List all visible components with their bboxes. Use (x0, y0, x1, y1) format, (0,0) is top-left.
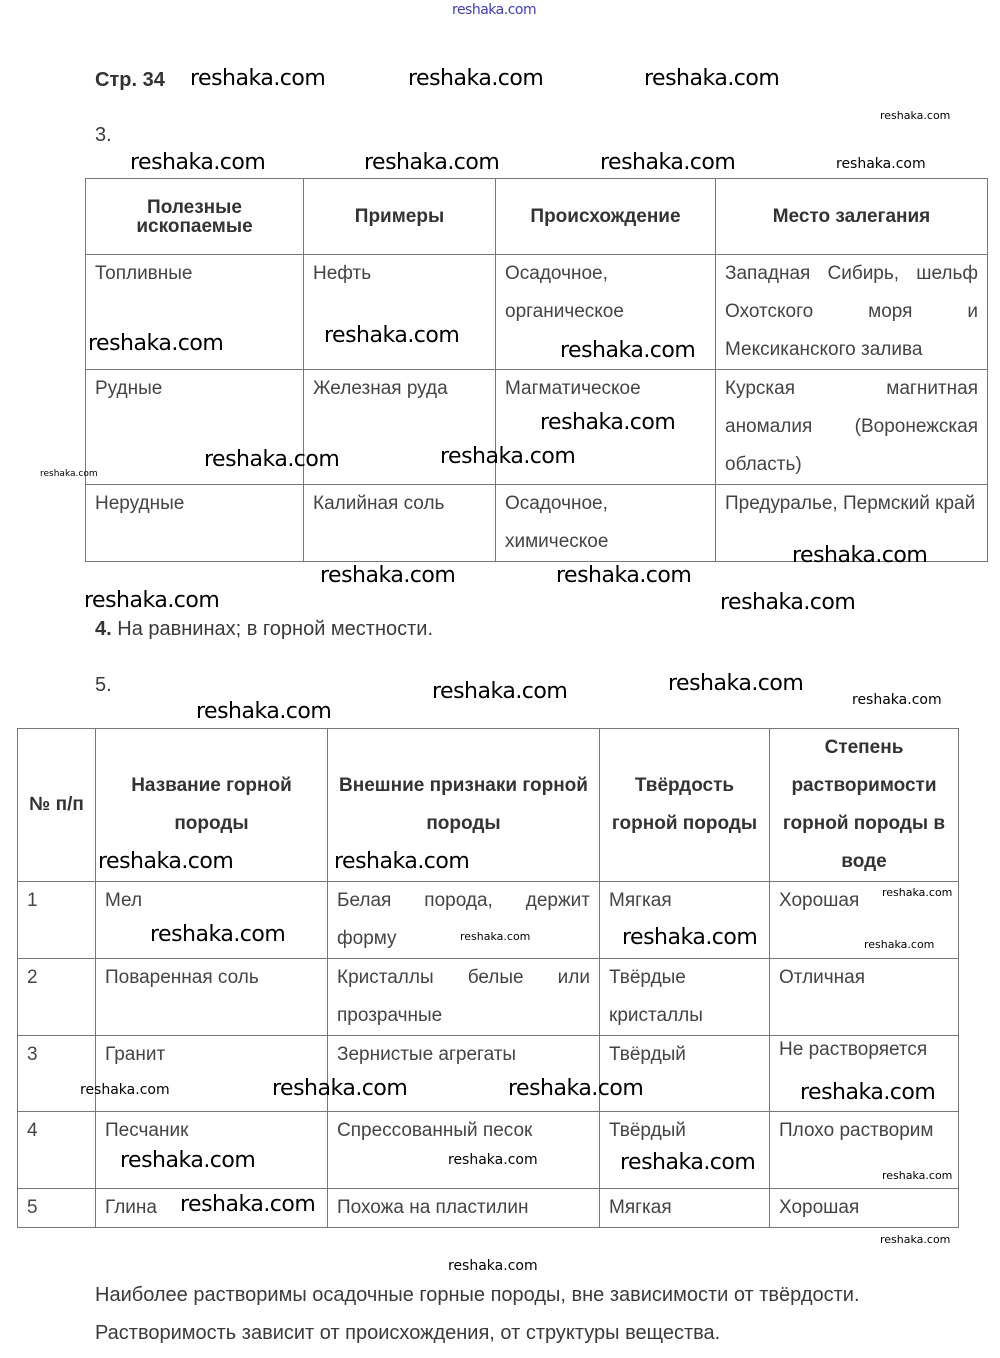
table-cell: Твёрдые кристаллы (600, 959, 770, 1036)
watermark: reshaka.com (364, 150, 500, 175)
table-cell: Кристаллы белые или прозрачные (328, 959, 600, 1036)
header-cell: Примеры (304, 179, 496, 255)
watermark: reshaka.com (720, 590, 856, 615)
watermark: reshaka.com (120, 1148, 256, 1173)
watermark: reshaka.com (204, 447, 340, 472)
table-cell: Гранит (96, 1036, 328, 1112)
table-cell: Зернистые агрегаты (328, 1036, 600, 1112)
watermark: reshaka.com (836, 156, 926, 172)
watermark: reshaka.com (852, 692, 942, 708)
task-3-number: 3. (95, 124, 112, 146)
header-cell: Твёрдость горной породы (600, 729, 770, 882)
watermark: reshaka.com (540, 410, 676, 435)
table-cell: Не растворяется (770, 1036, 959, 1112)
watermark: reshaka.com (508, 1076, 644, 1101)
watermark: reshaka.com (864, 938, 935, 951)
conclusion-line: Наиболее растворимы осадочные горные породы, вне зависимости от твёрдости. (95, 1284, 860, 1306)
watermark: reshaka.com (324, 323, 460, 348)
table-cell: Поваренная соль (96, 959, 328, 1036)
table-cell: 1 (18, 882, 96, 959)
watermark: reshaka.com (408, 66, 544, 91)
table-cell: 3 (18, 1036, 96, 1112)
watermark: reshaka.com (882, 1169, 953, 1182)
table-cell: Топливные (86, 255, 304, 370)
table-cell: Железная руда (304, 370, 496, 485)
watermark: reshaka.com (130, 150, 266, 175)
watermark: reshaka.com (644, 66, 780, 91)
task-4-answer: На равнинах; в горной местности. (117, 618, 434, 640)
watermark: reshaka.com (440, 444, 576, 469)
table-cell: Мягкая (600, 1189, 770, 1228)
table-cell: Песчаник (96, 1112, 328, 1189)
table-cell: 2 (18, 959, 96, 1036)
task-4-number: 4. (95, 618, 112, 640)
watermark: reshaka.com (600, 150, 736, 175)
watermark: reshaka.com (150, 922, 286, 947)
table-cell: 4 (18, 1112, 96, 1189)
table-row (18, 1189, 959, 1228)
table-cell: Калийная соль (304, 485, 496, 562)
watermark: reshaka.com (792, 543, 928, 568)
watermark: reshaka.com (40, 469, 98, 479)
watermark: reshaka.com (88, 331, 224, 356)
table-cell: Мел (96, 882, 328, 959)
table-cell: Рудные (86, 370, 304, 485)
watermark: reshaka.com (620, 1150, 756, 1175)
conclusion-line: Растворимость зависит от происхождения, от структуры вещества. (95, 1322, 721, 1344)
watermark: reshaka.com (190, 66, 326, 91)
header-cell: Степень растворимости горной породы в воде (770, 729, 959, 882)
minerals-table (85, 178, 988, 562)
table-cell: Твёрдый (600, 1112, 770, 1189)
watermark: reshaka.com (460, 930, 531, 943)
table-cell: Твёрдый (600, 1036, 770, 1112)
watermark: reshaka.com (556, 563, 692, 588)
watermark: reshaka.com (80, 1082, 170, 1098)
task-5-number: 5. (95, 674, 112, 696)
watermark: reshaka.com (560, 338, 696, 363)
watermark: reshaka.com (84, 588, 220, 613)
watermark: reshaka.com (320, 563, 456, 588)
header-cell: Внешние признаки горной породы (328, 729, 600, 882)
watermark: reshaka.com (880, 1233, 951, 1246)
table-header-row (86, 179, 988, 255)
table-cell: Нерудные (86, 485, 304, 562)
page-label: Стр. 34 (95, 69, 165, 91)
watermark: reshaka.com (622, 925, 758, 950)
task-4 (95, 618, 433, 641)
table-cell: Похожа на пластилин (328, 1189, 600, 1228)
watermark: reshaka.com (180, 1192, 316, 1217)
table-cell: Осадочное, органическое (496, 255, 716, 370)
header-cell: Место залегания (716, 179, 988, 255)
table-cell: Отличная (770, 959, 959, 1036)
table-cell: Курская магнитная аномалия (Воронежская область) (716, 370, 988, 485)
table-cell: Плохо растворим (770, 1112, 959, 1189)
table-cell: Мягкая (600, 882, 770, 959)
table-cell: Осадочное, химическое (496, 485, 716, 562)
table-cell: Хорошая (770, 1189, 959, 1228)
table-cell: Спрессованный песок (328, 1112, 600, 1189)
watermark: reshaka.com (880, 109, 951, 122)
table-cell: Хорошая (770, 882, 959, 959)
watermark: reshaka.com (432, 679, 568, 704)
watermark: reshaka.com (448, 1258, 538, 1274)
watermark: reshaka.com (196, 699, 332, 724)
watermark: reshaka.com (98, 849, 234, 874)
table-cell: 5 (18, 1189, 96, 1228)
table-cell: Предуралье, Пермский край (716, 485, 988, 562)
watermark: reshaka.com (452, 2, 537, 18)
watermark: reshaka.com (882, 886, 953, 899)
watermark: reshaka.com (448, 1152, 538, 1168)
watermark: reshaka.com (800, 1080, 936, 1105)
table-row (18, 959, 959, 1036)
table-cell: Глина (96, 1189, 328, 1228)
table-cell: Нефть (304, 255, 496, 370)
table-cell: Белая порода, держит форму (328, 882, 600, 959)
table-cell: Западная Сибирь, шельф Охотского моря и Мексиканского залива (716, 255, 988, 370)
header-cell: Полезные ископаемые (86, 179, 304, 255)
header-cell: Происхождение (496, 179, 716, 255)
table-cell: Магматическое (496, 370, 716, 485)
watermark: reshaka.com (334, 849, 470, 874)
watermark: reshaka.com (272, 1076, 408, 1101)
watermark: reshaka.com (668, 671, 804, 696)
header-cell: Название горной породы (96, 729, 328, 882)
header-cell: № п/п (18, 729, 96, 882)
